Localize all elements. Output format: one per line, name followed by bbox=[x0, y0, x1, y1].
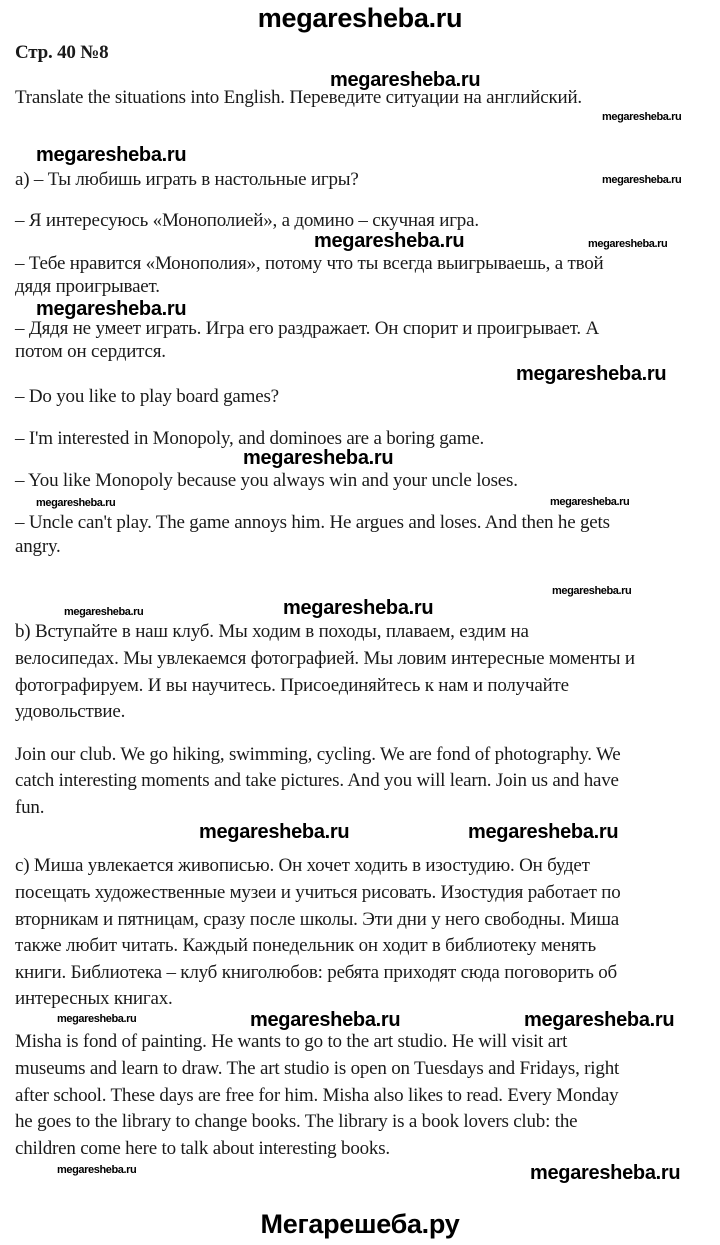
section-c-translation-line: he goes to the library to change books. The library is a book lovers club: the bbox=[15, 1111, 578, 1132]
watermark: megaresheba.ru bbox=[57, 1164, 137, 1176]
watermark: megaresheba.ru bbox=[314, 230, 465, 252]
watermark: megaresheba.ru bbox=[243, 447, 394, 469]
watermark: megaresheba.ru bbox=[516, 363, 667, 385]
footer-watermark: Мегарешеба.ру bbox=[260, 1209, 460, 1239]
watermark: megaresheba.ru bbox=[602, 111, 682, 123]
page-heading: Стр. 40 №8 bbox=[15, 42, 109, 63]
section-b-translation-line: fun. bbox=[15, 797, 45, 818]
instruction-text: Translate the situations into English. Переведите ситуации на английский. bbox=[15, 87, 582, 108]
watermark: megaresheba.ru bbox=[602, 174, 682, 186]
section-b-translation-line: Join our club. We go hiking, swimming, cycling. We are fond of photography. We bbox=[15, 744, 621, 765]
section-c-line: книги. Библиотека – клуб книголюбов: ребята приходят сюда поговорить об bbox=[15, 962, 617, 983]
section-a-translation-line: – Do you like to play board games? bbox=[15, 386, 279, 407]
section-b-line: велосипедах. Мы увлекаемся фотографией. Мы ловим интересные моменты и bbox=[15, 648, 635, 669]
section-c-line: вторникам и пятницам, сразу после школы. Эти дни у него свободны. Миша bbox=[15, 909, 620, 930]
section-a-line: потом он сердится. bbox=[15, 341, 166, 362]
watermark: megaresheba.ru bbox=[468, 821, 619, 843]
section-c-translation-line: after school. These days are free for him. Misha also likes to read. Every Monday bbox=[15, 1085, 619, 1106]
watermark: megaresheba.ru bbox=[36, 497, 116, 509]
section-b-line: фотографируем. И вы научитесь. Присоединяйтесь к нам и получайте bbox=[15, 675, 569, 696]
section-a-line: – Дядя не умеет играть. Игра его раздражает. Он спорит и проигрывает. А bbox=[15, 318, 600, 339]
watermark: megaresheba.ru bbox=[552, 585, 632, 597]
watermark: megaresheba.ru bbox=[250, 1009, 401, 1031]
watermark: megaresheba.ru bbox=[524, 1009, 675, 1031]
section-b-line: удовольствие. bbox=[15, 701, 126, 722]
watermark: megaresheba.ru bbox=[36, 298, 187, 320]
watermark: megaresheba.ru bbox=[550, 496, 630, 508]
section-b-line: b) Вступайте в наш клуб. Мы ходим в походы, плаваем, ездим на bbox=[15, 621, 529, 642]
section-a-line: дядя проигрывает. bbox=[15, 276, 160, 297]
section-a-line: – Я интересуюсь «Монополией», а домино – скучная игра. bbox=[15, 210, 479, 231]
watermark: megaresheba.ru bbox=[36, 144, 187, 166]
section-b-translation-line: catch interesting moments and take pictures. And you will learn. Join us and have bbox=[15, 770, 619, 791]
watermark: megaresheba.ru bbox=[330, 69, 481, 91]
watermark: megaresheba.ru bbox=[199, 821, 350, 843]
section-c-translation-line: Misha is fond of painting. He wants to go to the art studio. He will visit art bbox=[15, 1031, 568, 1052]
section-a-translation-line: angry. bbox=[15, 536, 61, 557]
watermark: megaresheba.ru bbox=[57, 1013, 137, 1025]
section-a-translation-line: – Uncle can't play. The game annoys him. He argues and loses. And then he gets bbox=[15, 512, 610, 533]
section-a-translation-line: – I'm interested in Monopoly, and dominoes are a boring game. bbox=[15, 428, 485, 449]
watermark: megaresheba.ru bbox=[64, 606, 144, 618]
header-watermark: megaresheba.ru bbox=[257, 3, 463, 33]
section-a-line: а) – Ты любишь играть в настольные игры? bbox=[15, 169, 359, 190]
section-c-line: также любит читать. Каждый понедельник он ходит в библиотеку менять bbox=[15, 935, 596, 956]
section-a-translation-line: – You like Monopoly because you always win and your uncle loses. bbox=[15, 470, 518, 491]
section-c-translation-line: children come here to talk about interesting books. bbox=[15, 1138, 390, 1159]
watermark: megaresheba.ru bbox=[530, 1162, 681, 1184]
section-a-line: – Тебе нравится «Монополия», потому что ты всегда выигрываешь, а твой bbox=[15, 253, 604, 274]
section-c-line: посещать художественные музеи и учиться рисовать. Изостудия работает по bbox=[15, 882, 621, 903]
section-c-translation-line: museums and learn to draw. The art studio is open on Tuesdays and Fridays, right bbox=[15, 1058, 620, 1079]
section-c-line: c) Миша увлекается живописью. Он хочет ходить в изостудию. Он будет bbox=[15, 855, 590, 876]
watermark: megaresheba.ru bbox=[588, 238, 668, 250]
watermark: megaresheba.ru bbox=[283, 597, 434, 619]
section-c-line: интересных книгах. bbox=[15, 988, 173, 1009]
